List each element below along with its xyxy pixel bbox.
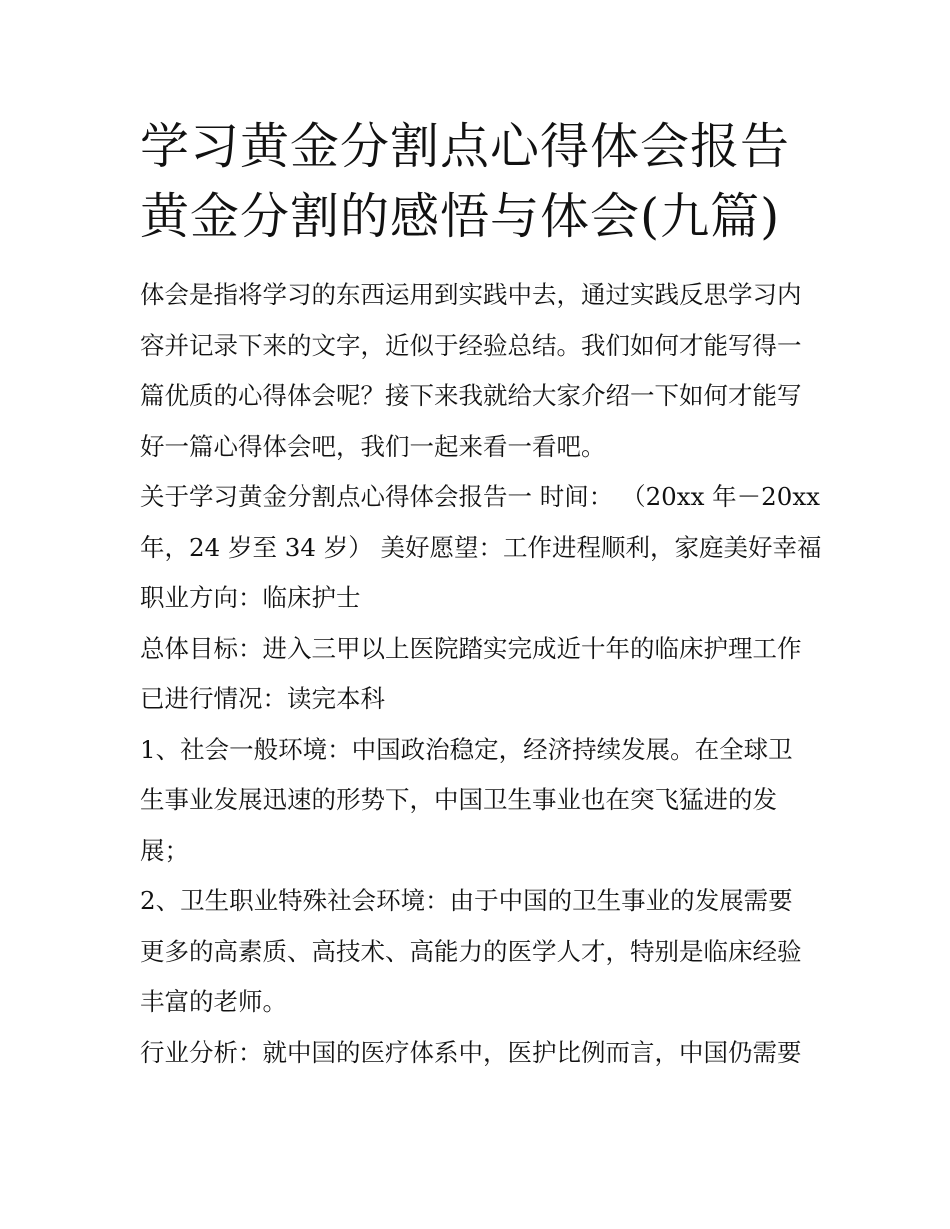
title-line-1: 学习黄金分割点心得体会报告 [140,118,791,175]
document-title [140,112,812,252]
text-line: 行业分析：就中国的医疗体系中，医护比例而言，中国仍需要 [140,1037,802,1067]
text-line: 容并记录下来的文字，近似于经验总结。我们如何才能写得一 [140,330,802,360]
paragraph-overall-goal [140,624,812,675]
paragraph-industry-analysis [140,1028,812,1079]
paragraph-item-2 [140,876,812,1028]
text-line: 生事业发展迅速的形势下，中国卫生事业也在突飞猛进的发 [140,785,777,814]
text-line: 关于学习黄金分割点心得体会报告一 时间： （20xx 年－20xx [140,482,820,511]
text-line: 更多的高素质、高技术、高能力的医学人才，特别是临床经验 [140,936,802,966]
text-line: 展； [140,835,189,865]
text-line: 2、卫生职业特殊社会环境：由于中国的卫生事业的发展需要 [140,886,793,915]
text-line: 1、社会一般环境：中国政治稳定，经济持续发展。在全球卫 [140,734,793,764]
paragraph-intro [140,270,812,472]
text-line: 总体目标：进入三甲以上医院踏实完成近十年的临床护理工作 [140,633,802,663]
text-line: 已进行情况：读完本科 [140,684,385,713]
title-line-2: 黄金分割的感悟与体会(九篇) [140,188,781,245]
document-body [140,270,822,1078]
text-line: 职业方向：临床护士 [140,583,361,612]
text-line: 篇优质的心得体会呢？接下来我就给大家介绍一下如何才能写 [140,381,802,410]
paragraph-progress [140,674,812,725]
text-line: 年，24 岁至 34 岁） 美好愿望：工作进程顺利，家庭美好幸福 [140,532,822,562]
text-line: 好一篇心得体会吧，我们一起来看一看吧。 [140,431,606,461]
paragraph-item-1 [140,725,812,877]
paragraph-report-one [140,472,822,624]
text-line: 丰富的老师。 [140,987,287,1016]
document-page [140,112,822,1078]
text-line: 体会是指将学习的东西运用到实践中去，通过实践反思学习内 [140,280,802,309]
